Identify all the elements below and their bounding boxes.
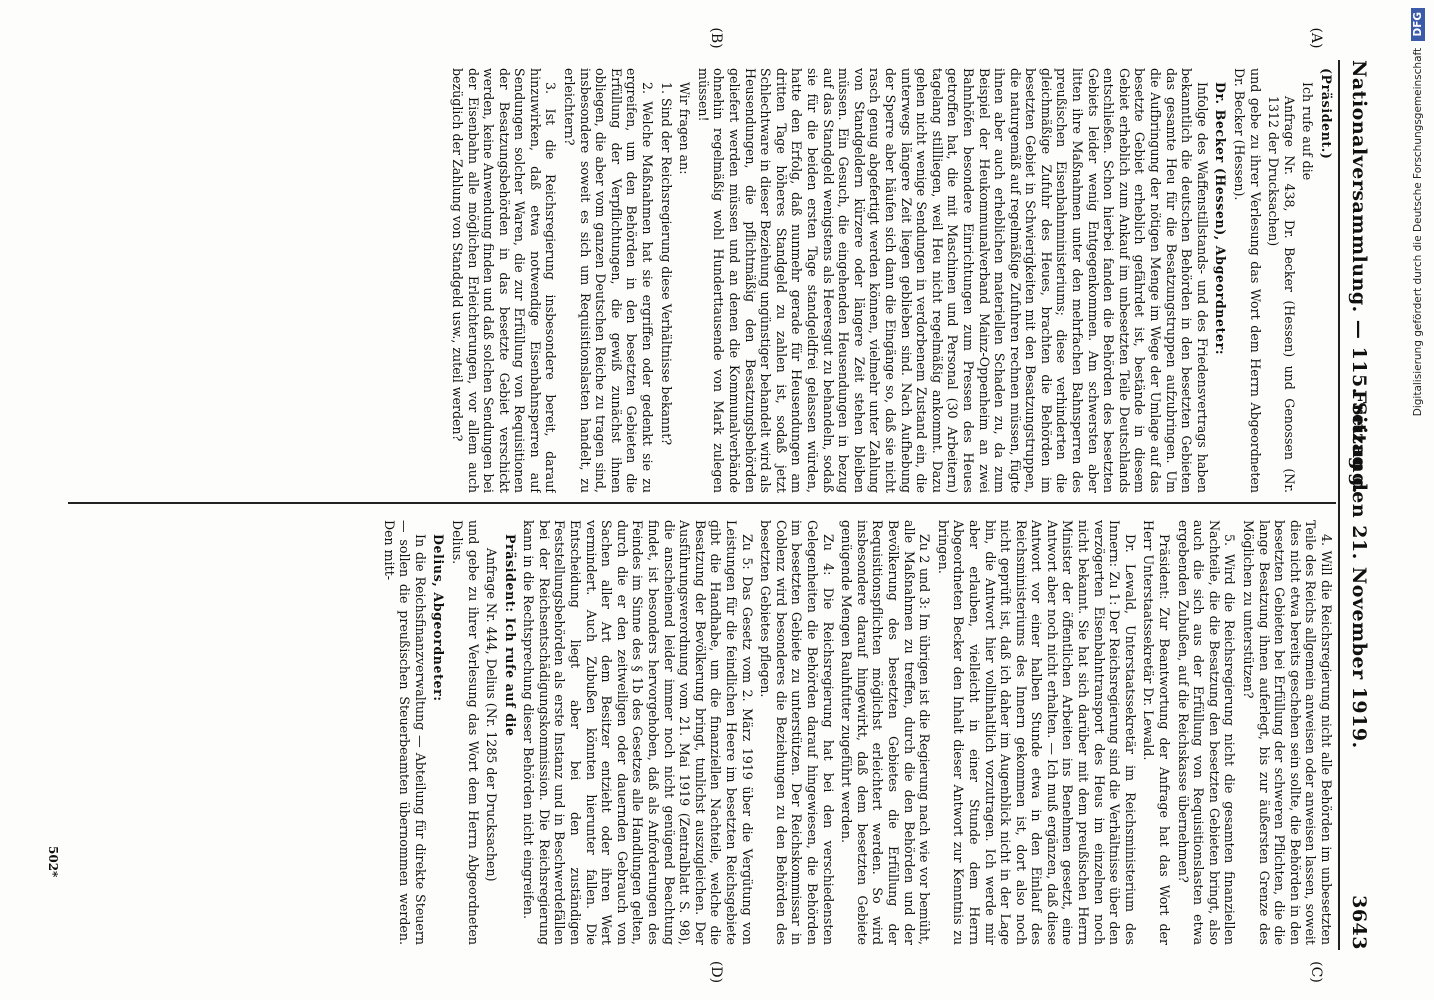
- paragraph: und gebe zu ihrer Verlesung das Wort dem Herrn Abgeordneten Delius.: [449, 520, 481, 945]
- page-number: 3643: [1348, 895, 1370, 950]
- margin-letter-c: (C): [1308, 961, 1324, 983]
- dfg-logo: DFG: [1411, 8, 1425, 41]
- running-head: [1340, 60, 1374, 950]
- page-footer: 502*: [46, 846, 60, 878]
- speaker-line: Präsident: Ich rufe auf die: [502, 534, 518, 737]
- margin-letter-b: (B): [708, 27, 724, 49]
- margin-letter-d: (D): [708, 960, 724, 984]
- paragraph: 5. Wird die Reichsregierung nicht die gesamten finanziellen Nachteile, die die Besatzung den besetzten Gebieten bringt, also auch die sich aus der Erfüllung von Requisitionslasten etwa ergebenden Zubußen, auf die Reichskasse übernehmen?: [1175, 520, 1238, 945]
- paragraph: Zu 5: Das Gesetz vom 2. März 1919 über die Vergütung von Leistungen für die feindlichen Heere im besetzten Reichsgebiete gibt die Handhabe, um die finanziellen Nachteile, welche die Besatzung der Bevölkerung bringt, tunlichst auszugleichen. Der Ausführungsverordnung vom 21. Mai 1919 (Zentralblatt S. 98), die anscheinend leider immer noch nicht genügend Beachtung findet, ist besonders hervorgehoben, daß als Anforderungen des Feindes im Sinne des § 1b des Gesetzes alle Handlungen gelten, durch die er den zeitweiligen oder dauernden Gebrauch von Sachen aller Art dem Besitzer entzieht oder ihren Wert vermindert. Auch Zubußen könnten hierunter fallen. Die Entscheidung liegt aber bei den zuständigen Feststellungsbehörden als erste Instanz und in Beschwerdefällen bei der Reichsentschädigungskommission. Die Reichsregierung kann in die Rechtsprechung dieser Behörden nicht eingreifen.: [521, 520, 755, 945]
- speaker-line: Dr. Becker (Hessen), Abgeordneter:: [1213, 82, 1229, 356]
- header-rule: [1338, 60, 1340, 950]
- paragraph: 2. Welche Maßnahmen hat sie ergriffen oder gedenkt sie zu ergreifen, um den Behörden in den besetzten Gebieten die Erfüllung der Verpflichtungen, die gewiß zunächst ihnen obliegen, die aber vom ganzen Deutschen Reiche zu tragen sind, insbesondere soweit es sich um Requisitionslasten handelt, zu erleichtern?: [562, 68, 656, 493]
- funding-note: [1406, 8, 1430, 992]
- left-column: [66, 68, 1334, 493]
- paragraph: Präsident: Zur Beantwortung der Anfrage hat das Wort der Herr Unterstaatssekretär Dr. Lewald.: [1141, 520, 1173, 945]
- funding-text: Digitalisierung gefördert durch die Deutsche Forschungsgemeinschaft: [1412, 47, 1424, 417]
- paragraph: Anfrage Nr. 438, Dr. Becker (Hessen) und Genossen (Nr. 1312 der Drucksachen): [1266, 96, 1297, 493]
- paragraph: Infolge des Waffenstillstands- und des Friedensvertrags haben bekanntlich die deutschen Behörden in den besetzten Gebieten das gesamte Heu für die Besatzungstruppen aufzubringen. Um die Aufbringung der nötigen Menge im Wege der Umlage auf das besetzte Gebiet erheblich gefährdet ist, bestände in diesem Gebiet erheblich zum Ankauf im unbesetzten Teile Deutschlands entschließen. Schon hierbei fanden die Behörden des besetzten Gebiets leider wenig Entgegenkommen. Am schwersten aber litten ihre Maßnahmen unter den mehrfachen Bahnsperren des preußischen Eisenbahnministeriums; diese verhinderten die gleichmäßige Zufuhr des Heues, brachten die Behörden im besetzten Gebiet in Schwierigkeiten mit den Besatzungstruppen, die naturgemäß auf regelmäßige Zufuhren rechnen müssen, fügte ihnen aber auch erheblichen materiellen Schaden zu, da zum Beispiel der Heukommunalverband Mainz-Oppenheim an zwei Bahnhöfen besondere Einrichtungen zum Pressen des Heues getroffen hat, die mit Maschinen und Personal (30 Arbeitern) tagelang stillliegen, weil Heu nicht regelmäßig ankommt. Dazu gehen nicht wenige Sendungen in verdorbenem Zustand ein, die unterwegs längere Zeit liegen geblieben sind. Nach Aufhebung der Sperre aber häufen sich dann die Eingänge so, daß sie nicht rasch genug abgefertigt werden können, vielmehr unter Zahlung von Standgeldern kürzere oder längere Zeit stehen bleiben müssen. Ein Gesuch, die eingehenden Heusendungen in bezug auf das Standgeld wenigstens als Heeresgut zu behandeln, sodaß sie für die beiden ersten Tage standgeldfrei gelassen würden, hatte den Erfolg, daß nunmehr gerade für Heusendungen am dritten Tage höheres Standgeld zu zahlen ist, sodaß jetzt Schlechtware in dieser Beziehung ungünstiger behandelt wird als Heusendungen, die pflichtmäßig den Besatzungsbehörden geliefert werden müssen und an denen die Kommunalverbände ohnehin regelmäßig wohl Hunderttausende von Mark zulegen müssen!: [695, 68, 1210, 493]
- paragraph: Anfrage Nr. 444, Delius (Nr. 1285 der Drucksachen): [484, 548, 500, 882]
- paragraph: Wir fragen an:: [677, 82, 693, 175]
- paragraph: 1. Sind der Reichsregierung diese Verhältnisse bekannt?: [658, 82, 674, 446]
- paragraph: 3. Ist die Reichsregierung insbesondere bereit, darauf hinzuwirken, daß etwa notwendige Eisenbahnsperren auf Sendungen solcher Waren, die zur Erfüllung von Requisitionen der Besatzungsbehörden in das besetzte Gebiet verschickt werden, keine Anwendung finden und daß solchen Sendungen bei der Eisenbahn alle möglichen Erleichterungen, vor allem auch bezüglich der Zahlung von Standgeld usw., zuteil werden?: [449, 68, 559, 493]
- paragraph: Zu 4: Die Reichsregierung hat bei den verschiedensten Gelegenheiten die Behörden darauf hingewiesen, die Behörden im besetzten Gebiete zu unterstützen. Der Reichskommissar in Coblenz wird besonderes die Beziehungen zu den Behörden des besetzten Gebietes pflegen.: [758, 520, 836, 945]
- header-left: Nationalversammlung. — 115. Sitzung.: [1348, 60, 1370, 494]
- right-column: [66, 520, 1334, 945]
- paragraph: In die Reichsfinanzverwaltung — Abteilung für direkte Steuern — sollen die preußischen Steuerbeamten übernommen werden. Den mitt-: [381, 520, 428, 945]
- paragraph: Ich rufe auf die: [1300, 82, 1316, 181]
- margin-letter-a: (A): [1308, 27, 1324, 49]
- header-date: Freitag den 21. November 1919.: [1348, 390, 1370, 749]
- paragraph: Dr. Lewald, Unterstaatssekretär im Reichsministerium des Innern: Zu 1: Der Reichsregierung sind die Verhältnisse über den verzögerten Eisenbahntransport des Heus im einzelnen noch nicht bekannt. Sie hat sich darüber mit dem preußischen Herrn Minister der öffentlichen Arbeiten ins Benehmen gesetzt, eine Antwort aber noch nicht erhalten. — Ich muß ergänzen, daß diese Antwort vor einer halben Stunde etwa in den Einlauf des Reichsministeriums des Innern gekommen ist, dort also noch nicht geprüft ist, daß ich daher im Augenblick nicht in der Lage bin, die Antwort hier vollinhaltlich vorzutragen. Ich werde mir aber erlauben, vielleicht in einer Stunde dem Herrn Abgeordneten Becker den Inhalt dieser Antwort zur Kenntnis zu bringen.: [935, 520, 1138, 945]
- paragraph: 4. Will die Reichsregierung nicht alle Behörden im unbesetzten Teile des Reichs allgemein anweisen oder anweisen lassen, soweit dies nicht etwa bereits geschehen sein sollte, die Behörden in den besetzten Gebieten bei Erfüllung der schweren Pflichten, die die lange Besatzung ihnen auferlegt, bis zur äußersten Grenze des Möglichen zu unterstützen?: [1241, 520, 1334, 945]
- paragraph: Zu 2 und 3: Im übrigen ist die Regierung nach wie vor bemüht, alle Maßnahmen zu treffen, durch die den Behörden und der Bevölkerung des besetzten Gebietes die Erfüllung der Requisitionspflichten möglichst erleichtert werden. So wird insbesondere darauf hingewirkt, daß dem besetzten Gebiete genügende Mengen Rauhfutter zugeführt werden.: [839, 520, 933, 945]
- paragraph: und gebe zu ihrer Verlesung das Wort dem Herrn Abgeordneten Dr. Becker (Hessen).: [1232, 68, 1263, 493]
- paragraph: (Präsident.): [1319, 68, 1334, 160]
- column-divider: [68, 502, 1336, 504]
- speaker-line: Delius, Abgeordneter:: [431, 534, 447, 702]
